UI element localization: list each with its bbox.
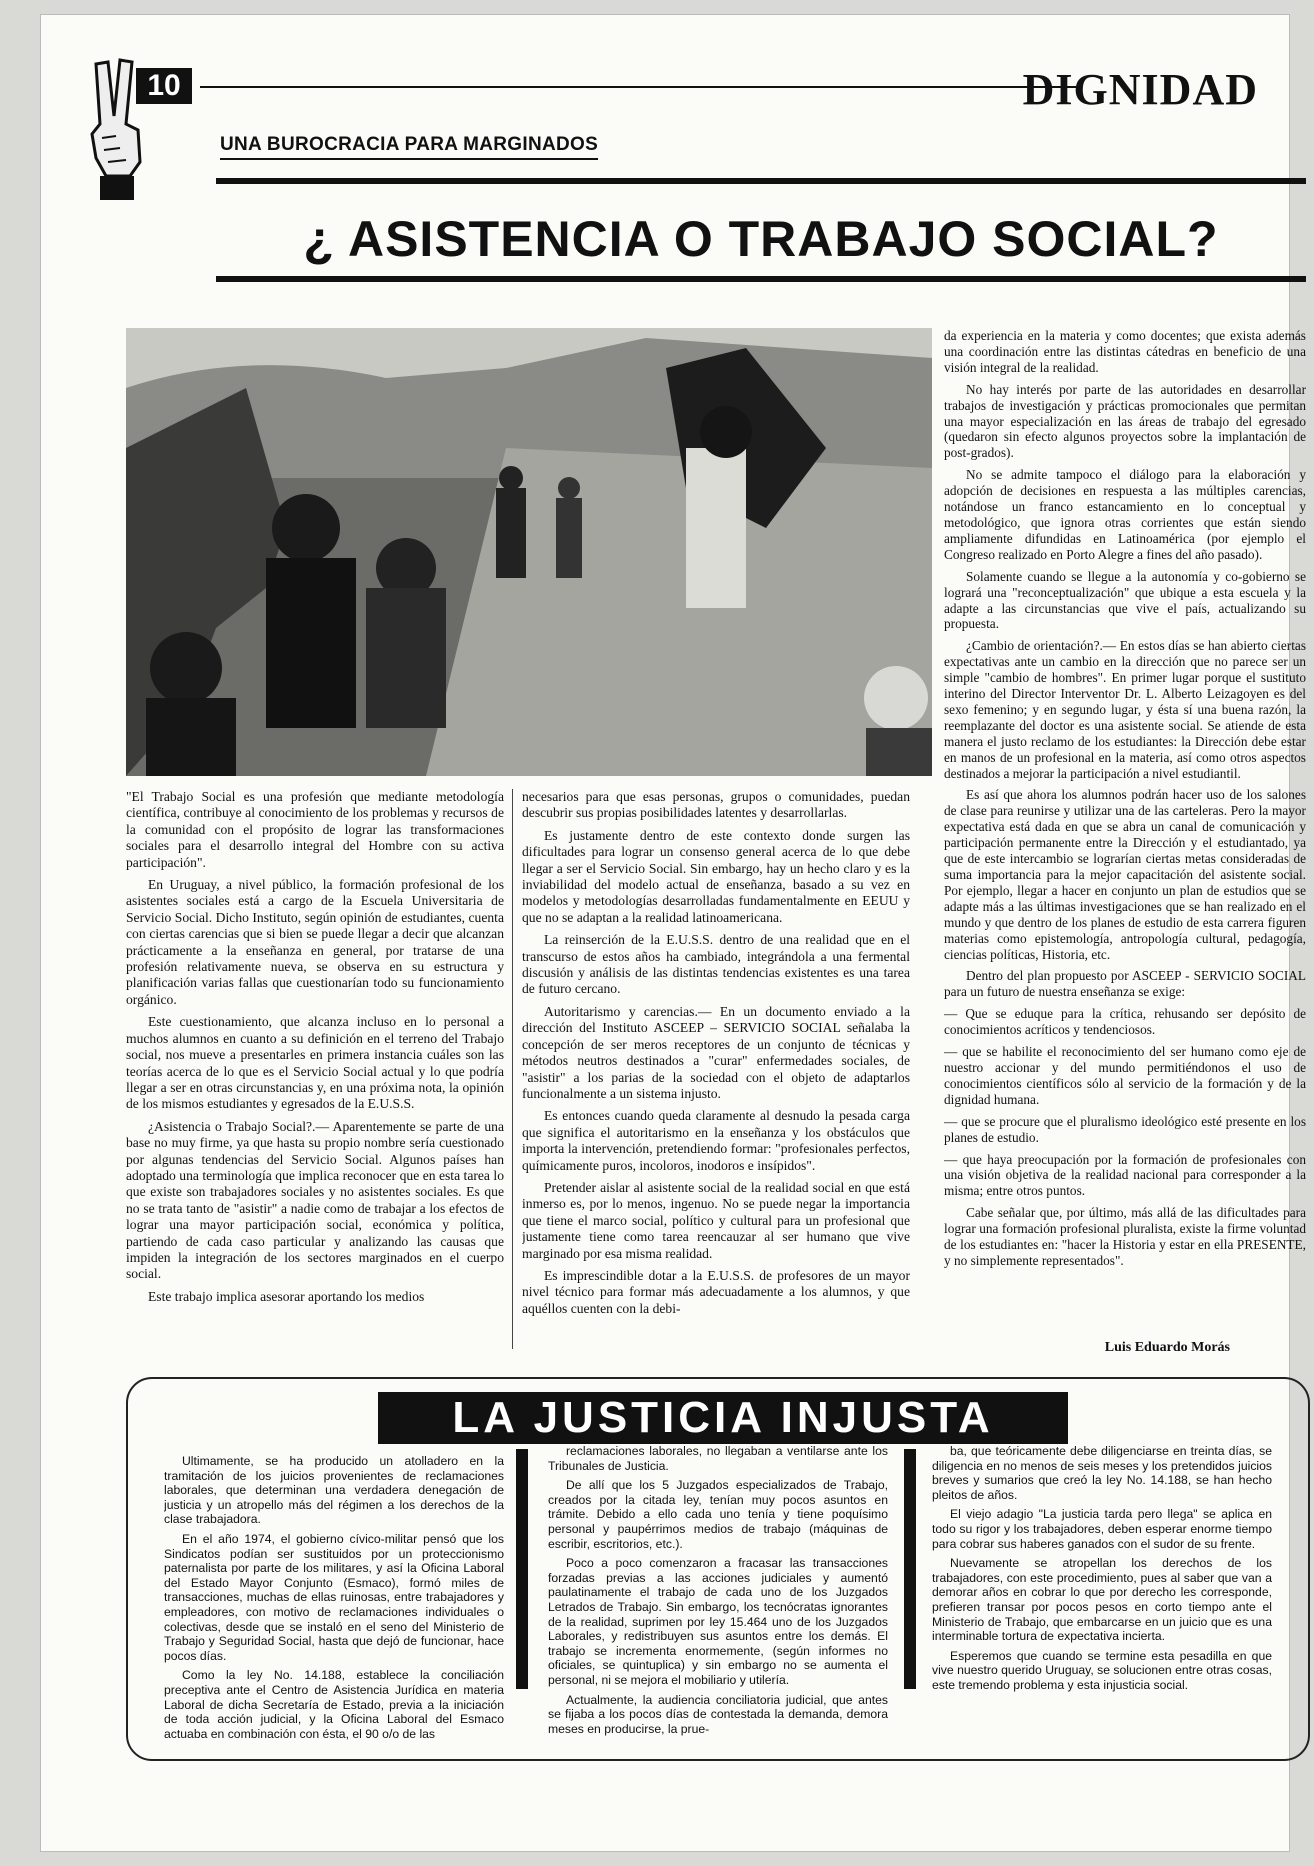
article-list-item: — que haya preocupación por la formación de profesionales con una visión objetiva de la realidad nacional para corresponder a la misma; entre otros puntos.: [944, 1151, 1306, 1199]
article-paragraph: Es así que ahora los alumnos podrán hacer uso de los salones de clase para reunirse y utilizar una de las carteleras. Pero la mayor expectativa está dada en que se abra un canal de comunicación y participación permanente entre la Dirección y el estudiantado, ya que de este intercambio se lograrían ciertas metas consideradas de suma importancia para la mejor capacitación del asistente social. Por ejemplo, llegar a hacer en conjunto un plan de estudios que se adapte más a las últimas investigaciones que se han realizado en el mundo y que dentro de los planes de estudio de esta carrera figuren materias como epistemología, antropología cultural, pedagogía, ciencias políticas, Historia, etc.: [944, 787, 1306, 962]
box-paragraph: Nuevamente se atropellan los derechos de los trabajadores, con este procedimiento, pues al saber que van a demorar años en cobrar lo que por derecho les corresponde, prefieren transar por pocos pesos en corto tiempo ante el Ministerio de Trabajo, que embarcarse en un juicio que es una interminable tortura de expectativa incierta.: [932, 1556, 1272, 1644]
box-paragraph: En el año 1974, el gobierno cívico-militar pensó que los Sindicatos podían ser sustituidos por un proteccionismo paternalista por parte de los militares, y así la Oficina Laboral del Estado Mayor Conjunto (Esmaco), formó miles de transacciones, muchas de ellas ruinosas, entre trabajadores y empleadores, con motivo de reclamaciones individuales o colectivas, desde que se instaló en el seno del Ministerio de Trabajo y Seguridad Social, hasta que dejó de funcionar, hace pocos días.: [164, 1531, 504, 1663]
section-title: UNA BUROCRACIA PARA MARGINADOS: [220, 134, 598, 160]
box-divider: [904, 1449, 916, 1689]
box-paragraph: De allí que los 5 Juzgados especializados de Trabajo, creados por la citada ley, tenían muy pocos asuntos en trámite. Debido a ello cada uno tenía y tiene poquísimo personal y paupérrimos medios de trabajo (máquinas de escribir, escritorios, etc.).: [548, 1478, 888, 1551]
box-paragraph: El viejo adagio "La justicia tarda pero llega" se aplica en todo su rigor y los trabajadores, deben esperar enorme tiempo para cobrar sus haberes ganados con el sudor de su frente.: [932, 1507, 1272, 1551]
box-title: LA JUSTICIA INJUSTA: [378, 1392, 1068, 1444]
article-paragraph: Autoritarismo y carencias.— En un documento enviado a la dirección del Instituto ASCEEP – SERVICIO SOCIAL señalaba la concepción de ser meros receptores de un conjunto de técnicas y métodos neutros destinados a "curar" enfermedades sociales, de "asistir" a los parias de la sociedad con el objeto de adaptarlos funcionalmente a un sistema injusto.: [522, 1003, 910, 1101]
article-paragraph: Dentro del plan propuesto por ASCEEP - SERVICIO SOCIAL para un futuro de nuestra enseñanza se exige:: [944, 968, 1306, 1000]
headline-top-rule: [216, 178, 1306, 184]
headline: ¿ ASISTENCIA O TRABAJO SOCIAL?: [303, 211, 1219, 267]
headline-bottom-rule: [216, 276, 1306, 282]
article-list-item: — Que se eduque para la crítica, rehusando ser depósito de conocimientos acríticos y tendenciosos.: [944, 1006, 1306, 1038]
page-number: 10: [136, 68, 192, 104]
article-column-2: [522, 789, 910, 1349]
box-paragraph: Actualmente, la audiencia conciliatoria judicial, que antes se fijaba a los pocos días de contestada la demanda, demora meses en producirse, la prue-: [548, 1692, 888, 1736]
box-paragraph: ba, que teóricamente debe diligenciarse en treinta días, se diligencia en no menos de seis meses y los pretendidos juicios breves y sumarios que creó la ley No. 14.188, se han hecho pleitos de años.: [932, 1444, 1272, 1502]
box-paragraph: reclamaciones laborales, no llegaban a ventilarse ante los Tribunales de Justicia.: [548, 1444, 888, 1473]
article-paragraph: Solamente cuando se llegue a la autonomía y co-gobierno se logrará una "reconceptualización" que ubique a esta escuela y la adapte a las circunstancias que vive el país, actualizando su propuesta.: [944, 568, 1306, 632]
box-paragraph: Poco a poco comenzaron a fracasar las transacciones forzadas previas a las acciones judiciales y aumentó paulatinamente el trabajo de cada uno de los Juzgados Letrados de Trabajo. Sin embargo, los tecnócratas ignorantes de la realidad, suprimen por ley 15.464 uno de los Juzgados Laborales, y redistribuyen sus asuntos entre los demás. El trabajo se incrementa enormemente, (según informes no oficiales, se quintuplica) y sin embargo no se aumenta el personal, ni se mejora el mobiliario y utilería.: [548, 1556, 888, 1687]
article-list-item: — que se habilite el reconocimiento del ser humano como eje de nuestro accionar y del mundo permitiéndonos el uso de conocimientos científicos sólo al servicio de la formación y de la dignidad humana.: [944, 1044, 1306, 1107]
article-paragraph: Es imprescindible dotar a la E.U.S.S. de profesores de un mayor nivel técnico para formar más adecuadamente a los alumnos, y que aquéllos cuenten con la debi-: [522, 1267, 910, 1316]
box-paragraph: Esperemos que cuando se termine esta pesadilla en que vive nuestro querido Uruguay, se solucionen entre otras cosas, este tremendo problema y esta injusticia social.: [932, 1648, 1272, 1692]
column-divider: [512, 789, 513, 1349]
article-column-1: [126, 789, 504, 1349]
box-divider: [516, 1449, 528, 1689]
box-column-3: [932, 1444, 1272, 1744]
article-column-3: [944, 328, 1306, 1334]
article-paragraph: Este trabajo implica asesorar aportando los medios: [148, 1288, 425, 1304]
article-paragraph: da experiencia en la materia y como docentes; que exista además una coordinación entre las distintas cátedras en beneficio de una visión integral de la realidad.: [944, 328, 1306, 375]
article-paragraph: No hay interés por parte de las autoridades en desarrollar trabajos de investigación y prácticas promocionales que permitan una mayor especialización en las áreas de trabajo del egresado (quedaron sin efecto algunos proyectos sobre la implantación de post-grados).: [944, 381, 1306, 461]
article-paragraph: ¿Cambio de orientación?.— En estos días se han abierto ciertas expectativas ante un cambio en la dirección que no parece ser un simple "cambio de hombres". En primer lugar porque el sustituto interino del Director Interventor Dr. L. Alberto Leizagoyen es del sexo femenino; y en segundo lugar, y ésta sí una buena razón, la reemplazante del doctor es una asistente social. Se atiende de esta manera el justo reclamo de los estudiantes: la Dirección debe estar en manos de un profesional en la materia, así como otros aspectos destinados a mejorar la participación a nivel estudiantil.: [944, 638, 1306, 781]
street-scene-photo: [126, 328, 932, 776]
box-paragraph: Ultimamente, se ha producido un atolladero en la tramitación de los juicios provenientes de reclamaciones laborales, que determinan una verdadera denegación de justicia y un atropello más del régimen a los derechos de la clase trabajadora.: [164, 1454, 504, 1527]
article-paragraph: No se admite tampoco el diálogo para la elaboración y adopción de decisiones en respuesta a las múltiples carencias, notándose un franco estancamiento en lo conceptual y metodológico, que ignora otras corrientes que están siendo ampliamente difundidas en Latinoamérica (por ejemplo el Congreso realizado en Porto Alegre a fines del año pasado).: [944, 467, 1306, 562]
newspaper-page: [40, 14, 1306, 1852]
article-list-item: — que se procure que el pluralismo ideológico esté presente en los planes de estudio.: [944, 1113, 1306, 1145]
article-paragraph: necesarios para que esas personas, grupos o comunidades, puedan descubrir sus propias posibilidades latentes y desarrollarlas.: [522, 789, 910, 821]
article-paragraph: "El Trabajo Social es una profesión que mediante metodología científica, contribuye al conocimiento de los problemas y recursos de la comunidad con el propósito de lograr las transformaciones sociales para el desarrollo integral del Hombre con su activa participación".: [126, 789, 504, 870]
masthead: DIGNIDAD: [1022, 65, 1258, 114]
author-byline: Luis Eduardo Morás: [1104, 1340, 1230, 1355]
article-paragraph: La reinserción de la E.U.S.S. dentro de una realidad que en el transcurso de estos años ha cambiado, integrándola a una fermental discusión y análisis de las distintas tendencias existentes es una tarea de futuro cercano.: [522, 932, 910, 997]
article-paragraph: En Uruguay, a nivel público, la formación profesional de los asistentes sociales está a cargo de la Escuela Universitaria de Servicio Social. Dicho Instituto, según opinión de estudiantes, cuenta con ciertas carencias que si bien se puede llegar a decir que alcanzan prácticamente a la enseñanza en general, por tratarse de una profesión relativamente nueva, se observa en su estructura y planificación varias fallas que cuestionarían todo su funcionamiento orgánico.: [126, 877, 504, 1007]
article-paragraph: Es justamente dentro de este contexto donde surgen las dificultades para lograr un consenso general acerca de lo que debe llegar a ser el Servicio Social. Sin embargo, hay un hecho claro y es la inviabilidad del modelo actual de enseñanza, basado a su vez en modelos y metodologías desarrolladas fundamentalmente en EEUU y que no se adaptan a la realidad latinoamericana.: [522, 827, 910, 925]
article-paragraph: ¿Asistencia o Trabajo Social?.— Aparentemente se parte de una base no muy firme, ya que hasta su propio nombre sería cuestionado por algunas tendencias del Servicio Social. Algunos países han adoptado una terminología que implica reconocer que en esta tarea lo que existe son trabajadores sociales y no asistentes sociales. Es que no se trata tanto de "asistir" a nadie como de trabajar a los efectos de lograr una mayor participación social, económica y política, partiendo de cada caso particular y analizando las causas que impiden la integración de los sectores marginados en el cuerpo social.: [126, 1118, 504, 1282]
article-paragraph: Pretender aislar al asistente social de la realidad social en que está inmerso es, por lo menos, ingenuo. No se puede negar la importancia que tiene el marco social, político y cultural para un profesional que justamente tiene como tarea reencauzar al ser humano que vive marginado por esa misma realidad.: [522, 1179, 910, 1261]
article-paragraph: Este cuestionamiento, que alcanza incluso en lo personal a muchos alumnos en cuanto a su definición en el terreno del Trabajo social, nos mueve a presentarles en primera instancia cuáles son las teorías acerca de lo que es el Servicio Social actual y lo que podría llegar a ser en otras circunstancias y, en una próxima nota, la opinión de los mismos estudiantes y egresados de la E.U.S.S.: [126, 1014, 504, 1112]
article-paragraph: Cabe señalar que, por último, más allá de las dificultades para lograr una formación profesional pluralista, existe la firme voluntad de los estudiantes en: "hacer la Historia y estar en ella PRESENTE, y no simplemente representados".: [944, 1205, 1306, 1268]
header-rule: [200, 86, 1080, 88]
box-column-1: [164, 1454, 504, 1744]
box-paragraph: Como la ley No. 14.188, establece la conciliación preceptiva ante el Centro de Asistencia Jurídica en materia Laboral de dicha Secretaría de Estado, previa a la iniciación de toda acción judicial, y la Oficina Laboral del Esmaco actuaba en combinación con ésta, el 90 o/o de las: [164, 1668, 504, 1741]
article-paragraph: Es entonces cuando queda claramente al desnudo la pesada carga que significa el autoritarismo en la enseñanza y los obstáculos que importa la intervención, pretendiendo formar: "profesionales perfectos, químicamente puros, incoloros, inodoros e insípidos".: [522, 1108, 910, 1173]
box-column-2: [548, 1444, 888, 1744]
